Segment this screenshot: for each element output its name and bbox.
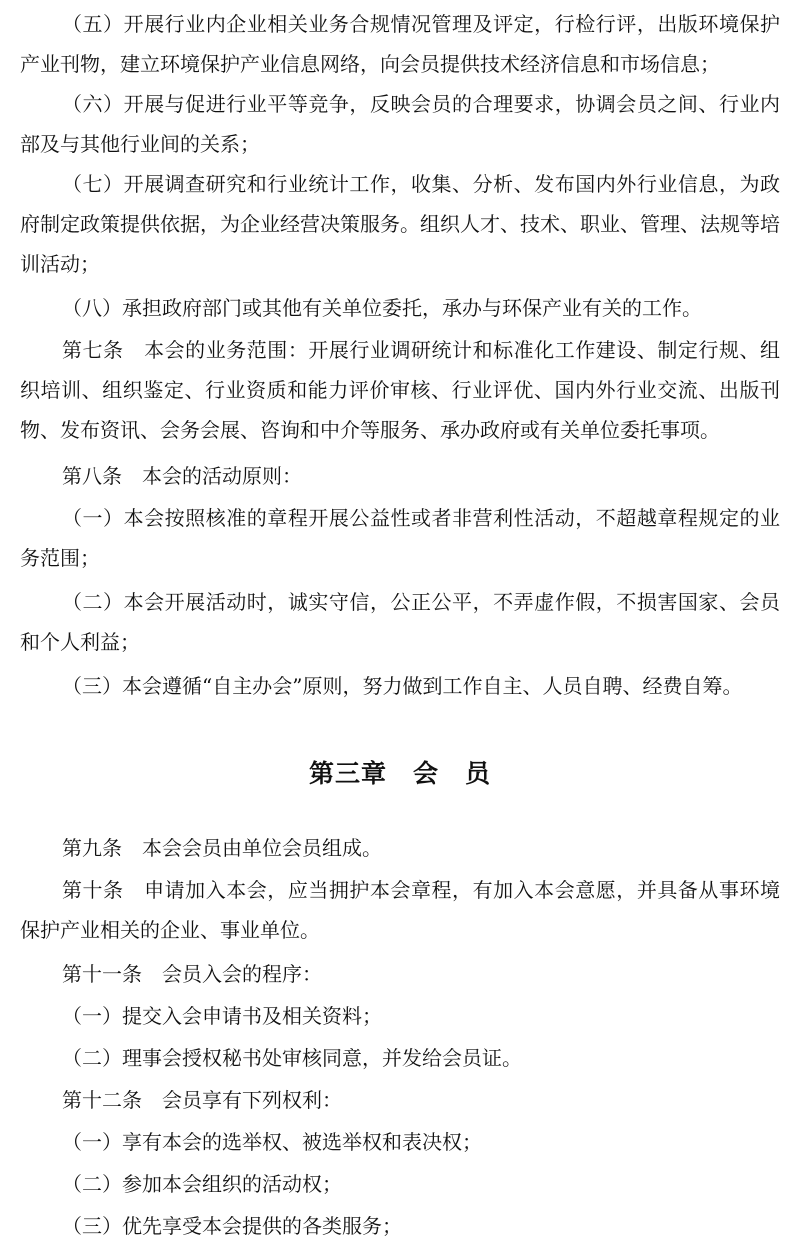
principle-item-3: （三）本会遵循“自主办会”原则，努力做到工作自主、人员自聘、经费自筹。 bbox=[62, 674, 743, 698]
article-9: 第九条 本会会员由单位会员组成。 bbox=[62, 836, 382, 860]
article-7: 第七条 本会的业务范围：开展行业调研统计和标准化工作建设、制定行规、组织培训、组织鉴定、行业资质和能力评价审核、行业评优、国内外行业交流、出版刊物、发布资讯、会务会展、咨询和中介等服务、承办政府或有关单位委托事项。 bbox=[20, 338, 780, 442]
chapter-title: 第三章 会 员 bbox=[308, 759, 491, 788]
procedure-item-2: （二）理事会授权秘书处审核同意，并发给会员证。 bbox=[62, 1046, 522, 1070]
principle-item-1: （一）本会按照核准的章程开展公益性或者非营利性活动，不超越章程规定的业务范围； bbox=[20, 506, 780, 570]
paragraph-item-6: （六）开展与促进行业平等竞争，反映会员的合理要求，协调会员之间、行业内部及与其他行业间的关系； bbox=[20, 92, 780, 156]
right-item-1: （一）享有本会的选举权、被选举权和表决权； bbox=[62, 1130, 482, 1154]
principle-item-2: （二）本会开展活动时，诚实守信，公正公平，不弄虚作假，不损害国家、会员和个人利益； bbox=[20, 590, 780, 654]
article-10: 第十条 申请加入本会，应当拥护本会章程，有加入本会意愿，并具备从事环境保护产业相关的企业、事业单位。 bbox=[20, 878, 780, 942]
right-item-2: （二）参加本会组织的活动权； bbox=[62, 1172, 342, 1196]
article-12: 第十二条 会员享有下列权利： bbox=[62, 1088, 342, 1112]
article-11: 第十一条 会员入会的程序： bbox=[62, 962, 322, 986]
paragraph-item-8: （八）承担政府部门或其他有关单位委托，承办与环保产业有关的工作。 bbox=[62, 296, 702, 320]
article-8: 第八条 本会的活动原则： bbox=[62, 464, 302, 488]
procedure-item-1: （一）提交入会申请书及相关资料； bbox=[62, 1004, 382, 1028]
paragraph-item-5: （五）开展行业内企业相关业务合规情况管理及评定，行检行评，出版环境保护产业刊物，建立环境保护产业信息网络，向会员提供技术经济信息和市场信息； bbox=[20, 12, 780, 76]
paragraph-item-7: （七）开展调查研究和行业统计工作，收集、分析、发布国内外行业信息，为政府制定政策提供依据，为企业经营决策服务。组织人才、技术、职业、管理、法规等培训活动； bbox=[20, 172, 780, 276]
right-item-3: （三）优先享受本会提供的各类服务； bbox=[62, 1214, 402, 1238]
